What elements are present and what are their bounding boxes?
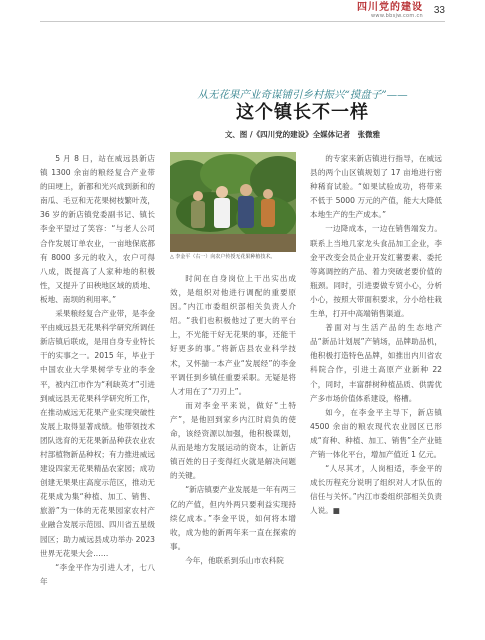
paragraph: “人尽其才，人岗相适，李金平的成长历程充分说明了组织对人才队伍的信任与关怀。”内江市委组织部相关负责人说。■ bbox=[310, 464, 442, 516]
photo-caption: △ 李金平（右一）向农户传授无花果种植技术。 bbox=[170, 254, 276, 260]
paragraph: 一边降成本，一边在销售端发力。联系上当地几家龙头食品加工企业，李金平改变会员企业开发红薯要素、委托等离调控的产品、着力突破老要价值的瓶颈。同时，引进要做专贸小心，分析小心，按照大带面积要求，分小给柱栽生单，打开中高端销售渠道。 bbox=[310, 224, 442, 319]
fig-orchard-illustration bbox=[170, 152, 296, 252]
article-photo bbox=[170, 152, 296, 252]
paragraph: “新店镇要产业发展是一年有两三亿的产值，但内外两只要利益实现持续亿成本。”李金平说，如何将本增收，成为他的新两年来一直在探索的事。 bbox=[170, 485, 296, 551]
paragraph: 普面对与生活产品的生态地产品“新品计划展”产销场，品牌助品机，他积极打造特色品牌，如推出内川省农科院合作，引进土高原产业新种 22 个，同时，丰富群树种植品质、供需优产多市场价值体系建设，格槽。 bbox=[310, 323, 442, 403]
article-title: 这个镇长不一样 bbox=[236, 102, 369, 123]
header-divider bbox=[40, 21, 445, 22]
text-column-1 bbox=[40, 152, 155, 589]
paragraph: 时间在自身岗位上干出实出成效，是组织对他进行调配的重要原因。”内江市委组织部相关负责人介绍。“我们也积极他过了更大的平台上，不光能干好无花果的事，还能干好更多的事。”将新店县农业科学技术，又怀揣一本产业“发展经”的李金平调任到乡镇任重要采职。无疑是将人才用在了“刀刃上”。 bbox=[170, 274, 296, 396]
paragraph: 今年，他联系到乐山市农科院 bbox=[185, 555, 284, 565]
paragraph: 如今，在李金平主导下，新店镇 4500 余亩的粮农现代农业园区已形成“育种、种植、加工、销售”全产业链产销一体化平台，增加产值近 1 亿元。 bbox=[310, 407, 442, 459]
article-byline: 文、图 /《四川党的建设》全媒体记者 张微雅 bbox=[224, 130, 381, 139]
logo-text: 四川党的建设 bbox=[357, 2, 423, 13]
article-kicker: 从无花果产业奇谋铺引乡村振兴“摸盘子”—— bbox=[197, 89, 408, 101]
text-column-3 bbox=[310, 152, 442, 518]
paragraph: “李金平作为引进人才，七八年 bbox=[40, 562, 155, 586]
paragraph: 而对李金平来说，做好“土特产”，是他回到家乡内江时肩负的使命，该经资源以加强，他积极谋划，从而是地方发展运动的资本，让新店镇百姓的日子变得红火就是解决问题的关键。 bbox=[170, 400, 296, 481]
text-column-2 bbox=[170, 272, 296, 568]
magazine-logo bbox=[357, 3, 423, 19]
logo-url: www.bbsjw.com.cn bbox=[371, 13, 423, 19]
page-header bbox=[0, 0, 485, 22]
page-number: 33 bbox=[433, 5, 445, 16]
paragraph: 采果粮经复合产业带，是李金平由威远县无花果科学研究所调任新店镇后联成，是用自身专业特长干的实事之一。2015 年，毕业于中国农业大学果树学专业的李金平，被内江市作为“利缺英才”引进到威远县无花果科学研究所工作，在推动威远无花果产业实现突破性发展上取得显著成绩。他带领技术团队选育的无花果新品种获农业农村部植物新品种权；有力推进威远建设四家无花果精品农家园；成功创建无果果庄高度示范区，推动无花果成为集“种植、加工、销售、旅游”为一体的无花果园家农村产业融合发展示范园、四川省五星级园区；助力威远县成功举办 2023 世界无花果大会…… bbox=[40, 309, 155, 558]
paragraph: 的专家来新店镇进行指导，在威远县的两个山区镇规划了 17 亩地进行密种稀育试验。“如果试验成功，将带来不低于 5000 万元的产值，能大大降低本地生产的生产成本。” bbox=[310, 154, 442, 220]
paragraph: 5 月 8 日，站在威远县新店镇 1300 余亩的粮经复合产业带的田埂上，新都和光兴成到新和的南瓜、毛豆和无花果树枝繁叶茂，36 岁的新店镇党委副书记、镇长李金平望过了笑容：“与老人公司合作发展订单农业，一亩地保底都有 8000 多元的收入，农户可得八成，既提高了人家种地的积极性，又提升了田秧地区域的质地、板地、南坝的利用率。” bbox=[40, 154, 155, 304]
